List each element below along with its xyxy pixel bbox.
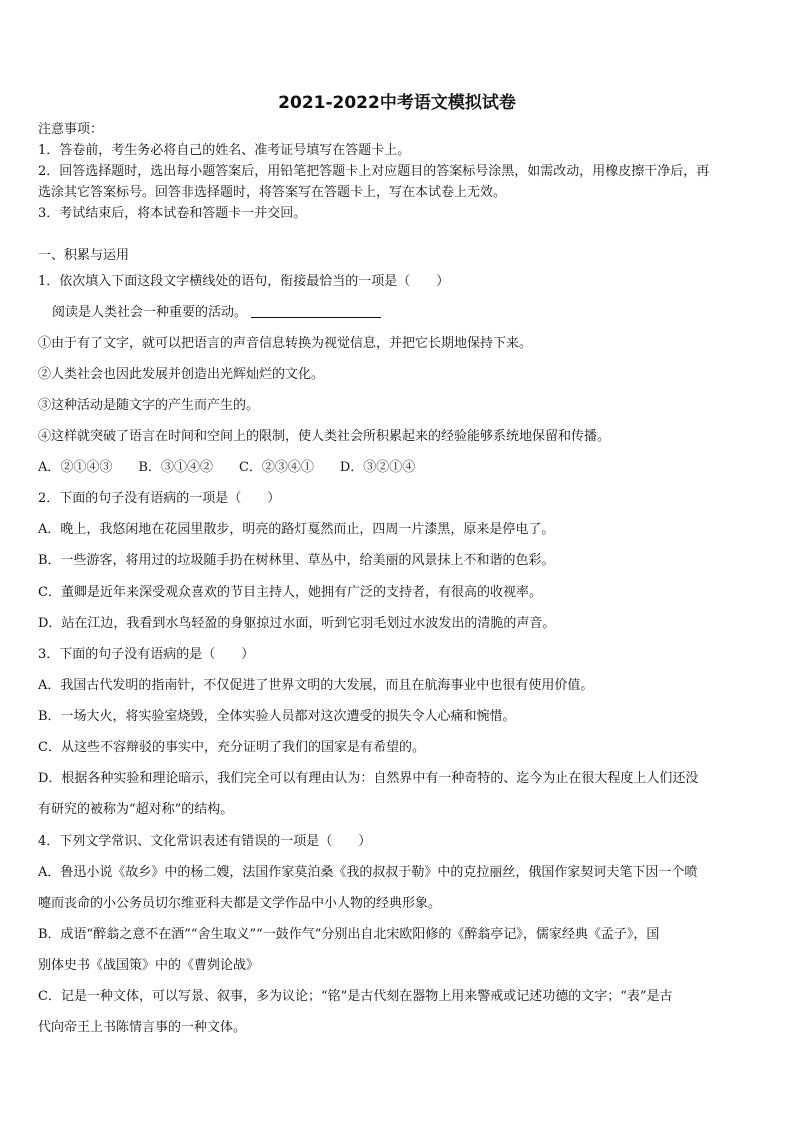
- option-c: C．董卿是近年来深受观众喜欢的节目主持人，她拥有广泛的支持者，有很高的收视率。: [38, 585, 542, 600]
- section-heading: 一、积累与运用: [38, 248, 130, 263]
- option-d-continued: 有研究的被称为“超对称”的结构。: [38, 802, 234, 817]
- question-passage: [38, 303, 774, 323]
- sentence-item: ①由于有了文字，就可以把语言的声音信息转换为视觉信息，并把它长期地保持下来。: [38, 336, 533, 351]
- option-a: A．鲁迅小说《故乡》中的杨二嫂，法国作家莫泊桑《我的叔叔于勒》中的克拉丽丝，俄国作家契诃夫笔下因一个喷: [38, 865, 698, 880]
- question-stem: 4．下列文学常识、文化常识表述有错误的一项是（ ）: [38, 834, 372, 849]
- option-c-continued: 代向帝王上书陈情言事的一种文体。: [38, 1020, 247, 1035]
- answer-options: A．②①④③ B．③①④② C．②③④① D．③②①④: [38, 460, 416, 475]
- notice-item: 1．答卷前，考生务必将自己的姓名、准考证号填写在答题卡上。: [38, 143, 411, 158]
- notice-heading: 注意事项：: [38, 122, 104, 137]
- option-a: A．晚上，我悠闲地在花园里散步，明亮的路灯戛然而止，四周一片漆黑，原来是停电了。: [38, 522, 555, 537]
- sentence-item: ③这种活动是随文字的产生而产生的。: [38, 398, 260, 413]
- option-d: D．站在江边，我看到水鸟轻盈的身躯掠过水面，听到它羽毛划过水波发出的清脆的声音。: [38, 616, 556, 631]
- option-b: B．成语“醉翁之意不在酒”“舍生取义”“一鼓作气”分别出自北宋欧阳修的《醉翁亭记》，儒家经典《孟子》，国: [38, 927, 660, 942]
- page-title: 2021-2022中考语文模拟试卷: [278, 93, 516, 113]
- option-b: B．一些游客，将用过的垃圾随手扔在树林里、草丛中，给美丽的风景抹上不和谐的色彩。: [38, 553, 555, 568]
- sentence-item: ②人类社会也因此发展并创造出光辉灿烂的文化。: [38, 367, 325, 382]
- notice-item: 选涂其它答案标号。回答非选择题时，将答案写在答题卡上，写在本试卷上无效。: [38, 185, 507, 200]
- question-stem: 2．下面的句子没有语病的一项是（ ）: [38, 491, 281, 506]
- option-d: D．根据各种实验和理论暗示，我们完全可以有理由认为：自然界中有一种奇特的、迄今为止在很大程度上人们还没: [38, 771, 699, 786]
- fill-blank: [251, 303, 381, 318]
- passage-text: 阅读是人类社会一种重要的活动。: [52, 305, 248, 320]
- option-b: B．一场大火，将实验室烧毁，全体实验人员都对这次遭受的损失令人心痛和惋惜。: [38, 709, 516, 724]
- sentence-item: ④这样就突破了语言在时间和空间上的限制，使人类社会所积累起来的经验能够系统地保留和传播。: [38, 429, 611, 444]
- option-c: C．记是一种文体，可以写景、叙事，多为议论；“铭”是古代刻在器物上用来警戒或记述功德的文字；“表”是古: [38, 989, 673, 1004]
- notice-item: 3．考试结束后，将本试卷和答题卡一并交回。: [38, 206, 307, 221]
- option-a-continued: 嚏而丧命的小公务员切尔维亚科夫都是文学作品中小人物的经典形象。: [38, 896, 442, 911]
- question-stem: 1．依次填入下面这段文字横线处的语句，衔接最恰当的一项是（ ）: [38, 274, 450, 289]
- option-b-continued: 别体史书《战国策》中的《曹刿论战》: [38, 958, 260, 973]
- option-c: C．从这些不容辩驳的事实中，充分证明了我们的国家是有希望的。: [38, 740, 425, 755]
- notice-item: 2．回答选择题时，选出每小题答案后，用铅笔把答题卡上对应题目的答案标号涂黑，如需改动，用橡皮擦干净后，再: [38, 164, 710, 179]
- question-stem: 3．下面的句子没有语病的是（ ）: [38, 647, 255, 662]
- option-a: A．我国古代发明的指南针，不仅促进了世界文明的大发展，而且在航海事业中也很有使用价值。: [38, 678, 594, 693]
